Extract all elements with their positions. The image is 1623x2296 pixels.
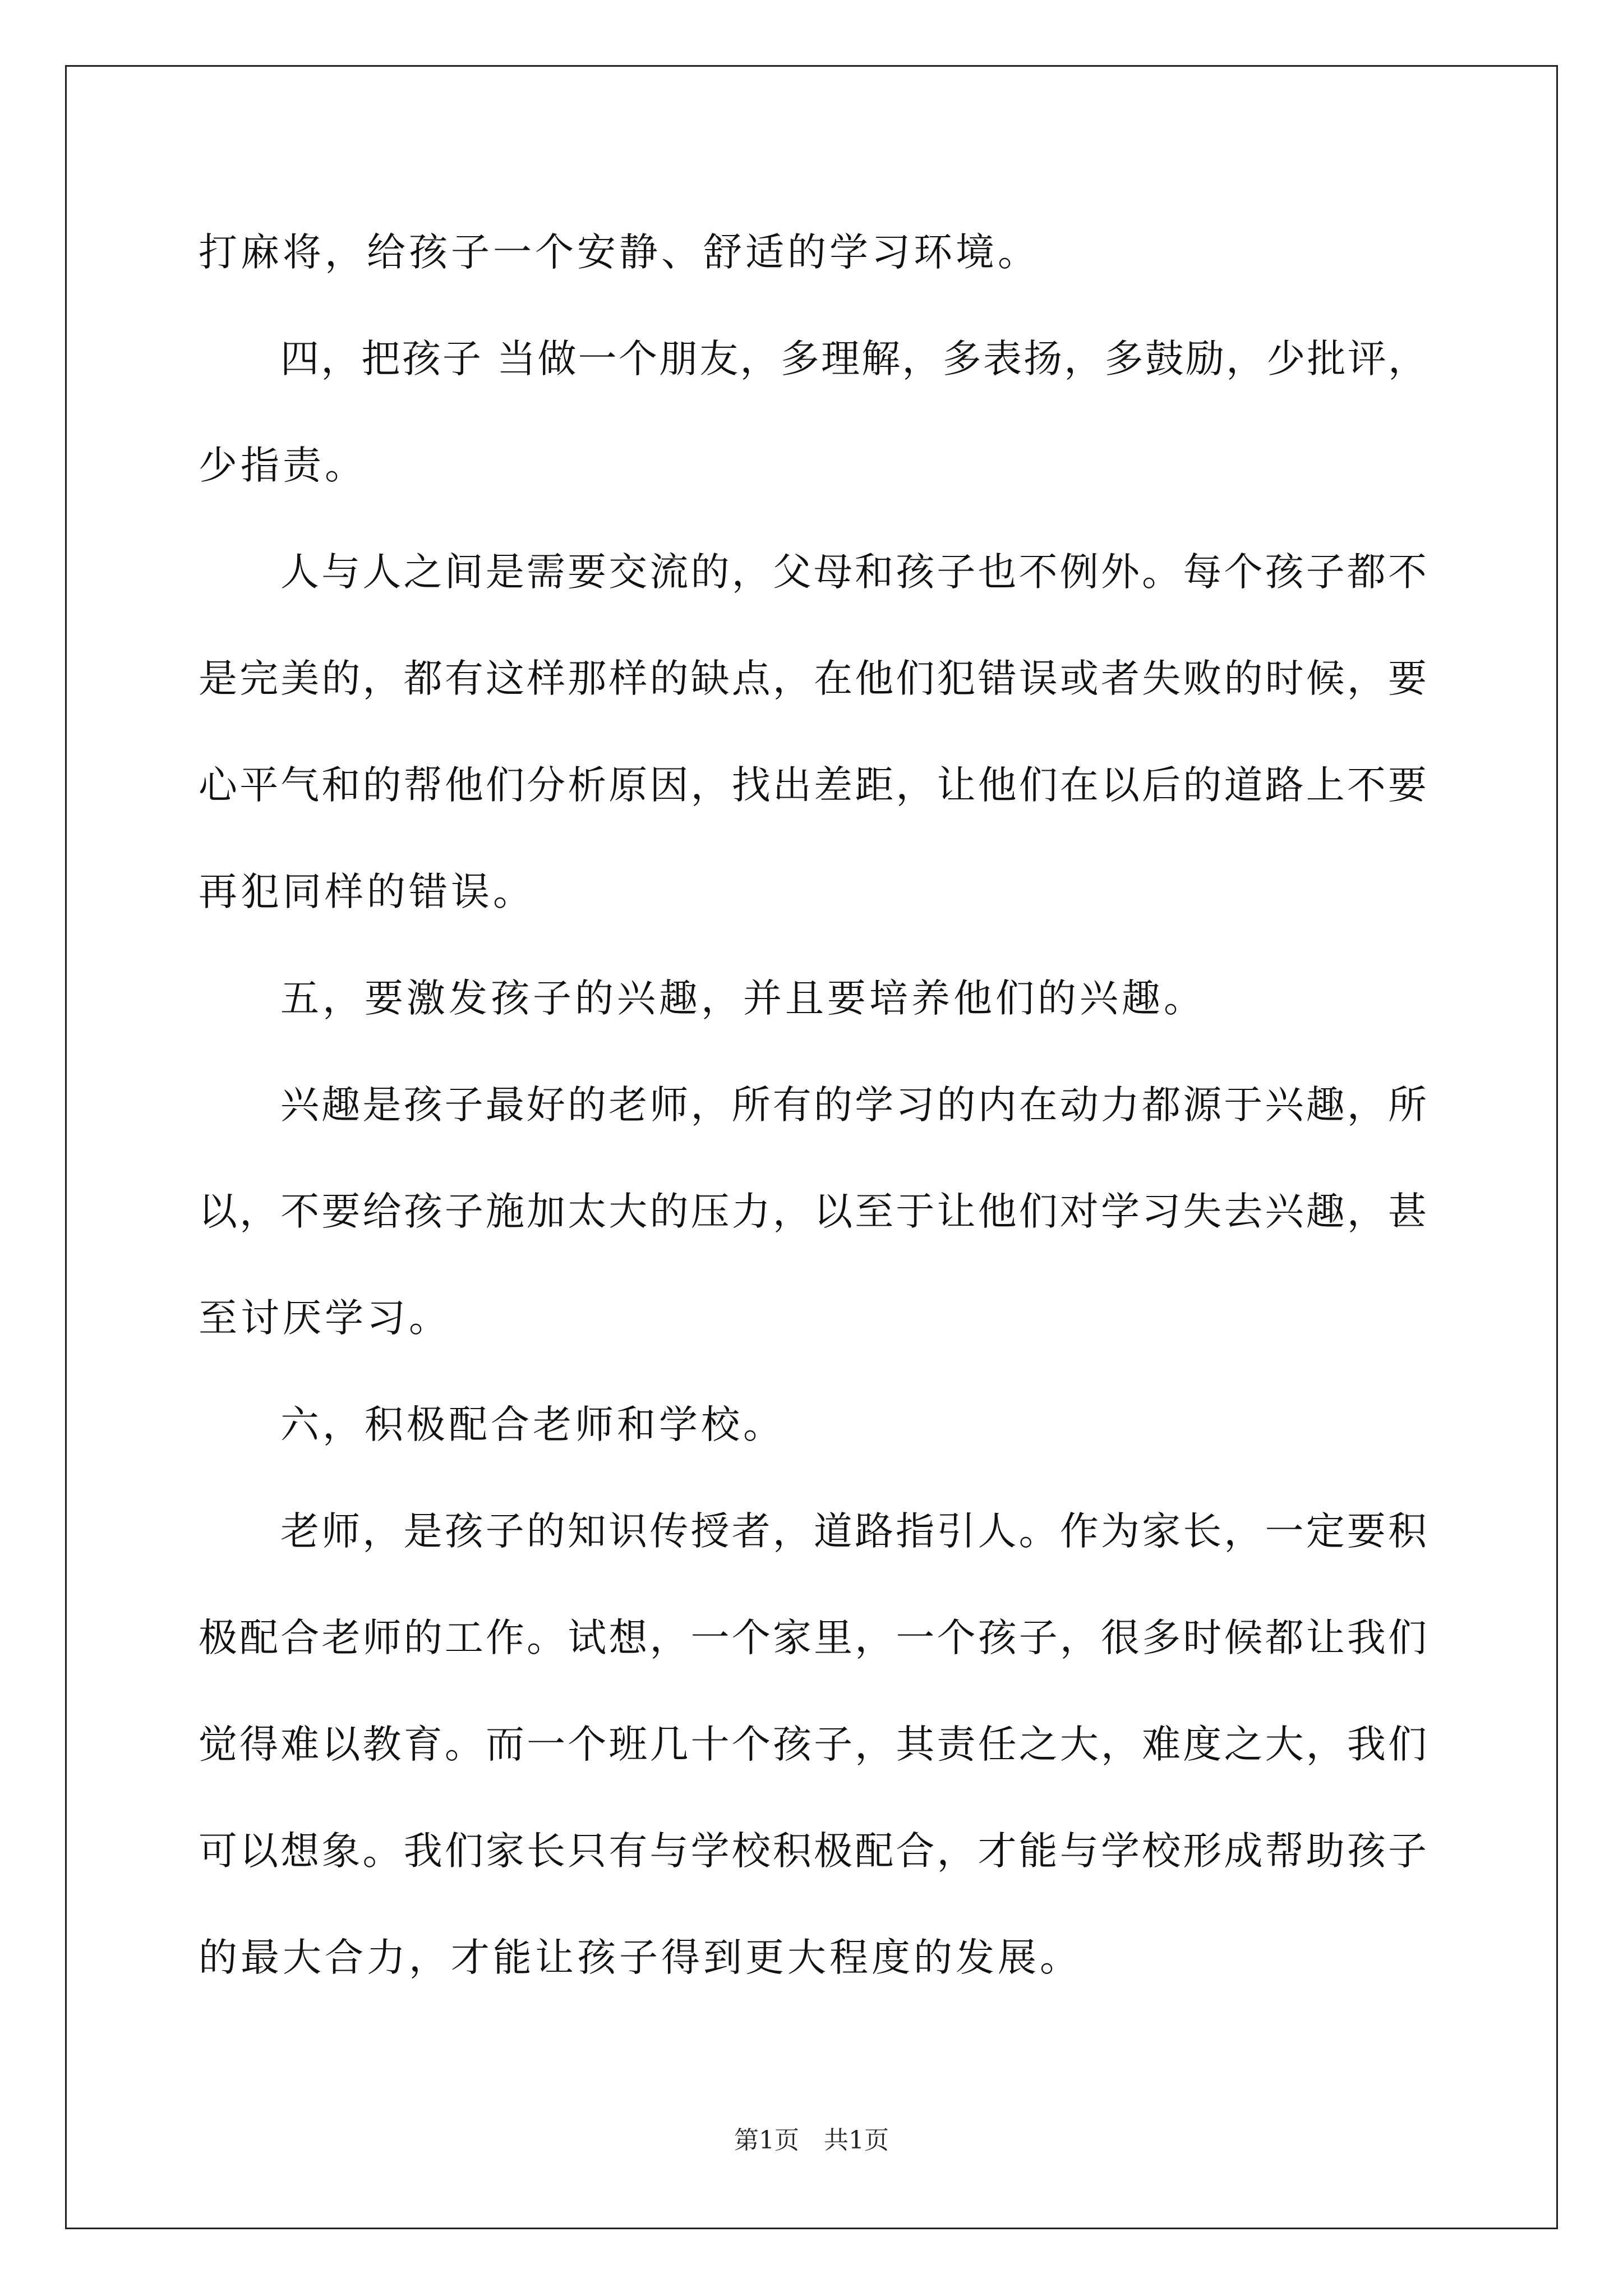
text-line: 人与人之间是需要交流的，父母和孩子也不例外。每个孩子都不	[280, 550, 1427, 595]
text-line: 再犯同样的错误。	[199, 869, 535, 914]
text-line: 心平气和的帮他们分析原因，找出差距，让他们在以后的道路上不要	[199, 763, 1427, 808]
text-line: 的最大合力，才能让孩子得到更大程度的发展。	[199, 1935, 1082, 1980]
text-line: 是完美的，都有这样那样的缺点，在他们犯错误或者失败的时候，要	[199, 656, 1427, 701]
text-line: 五，要激发孩子的兴趣，并且要培养他们的兴趣。	[280, 976, 1206, 1021]
text-line: 极配合老师的工作。试想，一个家里，一个孩子，很多时候都让我们	[199, 1616, 1427, 1660]
text-line: 以，不要给孩子施加太大的压力，以至于让他们对学习失去兴趣，甚	[199, 1189, 1427, 1234]
text-line: 可以想象。我们家长只有与学校积极配合，才能与学校形成帮助孩子	[199, 1829, 1427, 1874]
text-line: 至讨厌学习。	[199, 1296, 451, 1341]
text-line: 四，把孩子 当做一个朋友，多理解，多表扬，多鼓励，少批评，	[280, 337, 1427, 381]
text-line: 兴趣是孩子最好的老师，所有的学习的内在动力都源于兴趣，所	[280, 1083, 1427, 1128]
text-line: 老师，是孩子的知识传授者，道路指引人。作为家长，一定要积	[280, 1509, 1427, 1554]
page-footer: 第1页 共1页	[734, 2126, 889, 2155]
page-border	[65, 65, 1558, 2229]
text-line: 觉得难以教育。而一个班几十个孩子，其责任之大，难度之大，我们	[199, 1722, 1427, 1767]
text-line: 六，积极配合老师和学校。	[280, 1402, 785, 1447]
text-line: 打麻将，给孩子一个安静、舒适的学习环境。	[199, 230, 1040, 275]
text-line: 少指责。	[199, 443, 367, 488]
